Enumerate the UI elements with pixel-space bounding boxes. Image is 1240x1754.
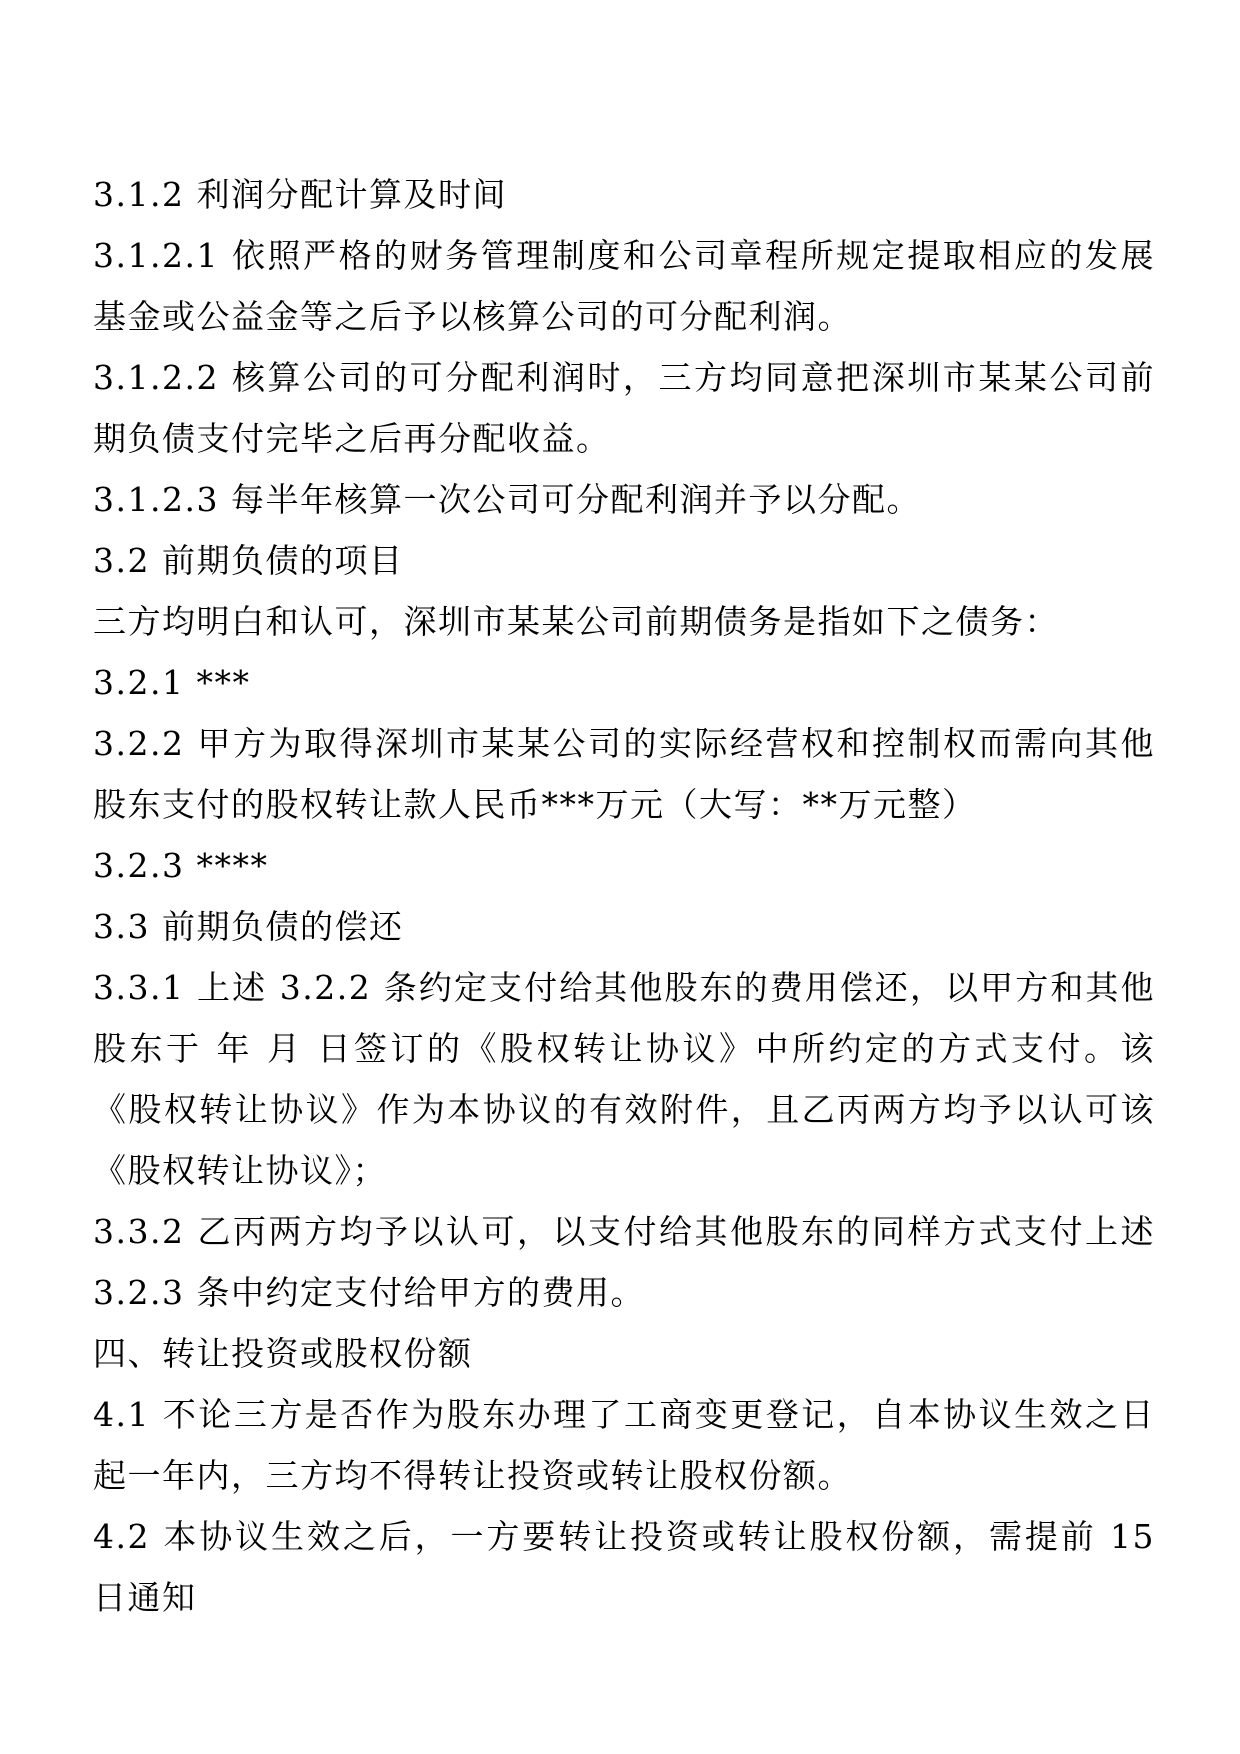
section-heading-3-3: 3.3 前期负债的偿还 (93, 907, 404, 946)
section-heading-3-2: 3.2 前期负债的项目 (93, 541, 404, 580)
clause-3-3-2: 3.3.2 乙丙两方均予以认可，以支付给其他股东的同样方式支付上述 3.2.3 条中约定支付给甲方的费用。 (93, 1212, 1155, 1312)
clause-3-3-1: 3.3.1 上述 3.2.2 条约定支付给其他股东的费用偿还，以甲方和其他股东于 年 月 日签订的《股权转让协议》中所约定的方式支付。该《股权转让协议》作为本协议的有效附件，且乙丙两方均予以认可该《股权转让协议》； (93, 968, 1155, 1190)
clause-3-1-2-1: 3.1.2.1 依照严格的财务管理制度和公司章程所规定提取相应的发展基金或公益金等之后予以核算公司的可分配利润。 (93, 236, 1155, 336)
section-heading-4: 四、转让投资或股权份额 (93, 1334, 473, 1373)
clause-3-2-2: 3.2.2 甲方为取得深圳市某某公司的实际经营权和控制权而需向其他股东支付的股权转让款人民币***万元（大写：**万元整） (93, 724, 1155, 824)
clause-4-1: 4.1 不论三方是否作为股东办理了工商变更登记，自本协议生效之日起一年内，三方均不得转让投资或转让股权份额。 (93, 1395, 1155, 1495)
clause-3-1-2-3: 3.1.2.3 每半年核算一次公司可分配利润并予以分配。 (93, 480, 921, 519)
clause-4-2: 4.2 本协议生效之后，一方要转让投资或转让股权份额，需提前 15 日通知 (93, 1517, 1155, 1617)
clause-3-2-3: 3.2.3 **** (93, 846, 269, 885)
document-body (93, 164, 1155, 1628)
debt-intro-paragraph: 三方均明白和认可，深圳市某某公司前期债务是指如下之债务： (93, 602, 1059, 641)
clause-3-1-2-2: 3.1.2.2 核算公司的可分配利润时，三方均同意把深圳市某某公司前期负债支付完毕之后再分配收益。 (93, 358, 1155, 458)
section-heading-3-1-2: 3.1.2 利润分配计算及时间 (93, 175, 507, 214)
clause-3-2-1: 3.2.1 *** (93, 663, 251, 702)
